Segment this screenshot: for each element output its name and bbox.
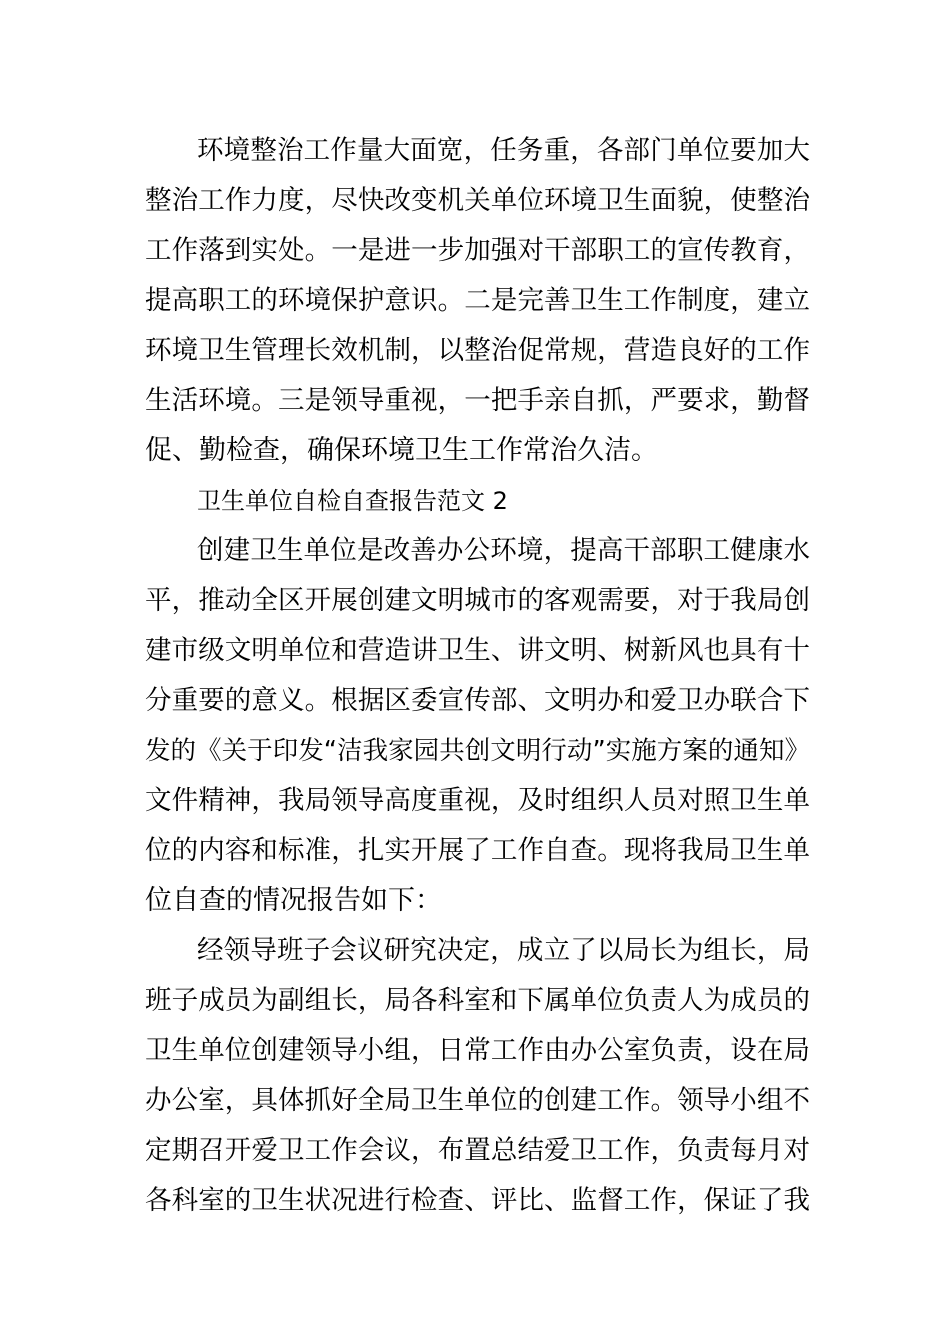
- paragraph-1-line-4: 提高职工的环境保护意识。二是完善卫生工作制度，建立: [145, 285, 810, 316]
- section-heading: 卫生单位自检自查报告范文 2: [197, 487, 508, 515]
- paragraph-3-line-3: 卫生单位创建领导小组，日常工作由办公室负责，设在局: [145, 1035, 810, 1066]
- paragraph-1-line-3: 工作落到实处。一是进一步加强对干部职工的宣传教育，: [145, 235, 810, 266]
- paragraph-2-line-6: 文件精神，我局领导高度重视，及时组织人员对照卫生单: [145, 785, 810, 816]
- paragraph-1-line-7: 促、勤检查，确保环境卫生工作常治久洁。: [145, 435, 658, 466]
- paragraph-2-line-7: 位的内容和标准，扎实开展了工作自查。现将我局卫生单: [145, 835, 810, 866]
- paragraph-2-line-8: 位自查的情况报告如下：: [145, 885, 442, 916]
- paragraph-2-line-4: 分重要的意义。根据区委宣传部、文明办和爱卫办联合下: [145, 685, 810, 716]
- paragraph-2-line-1: 创建卫生单位是改善办公环境，提高干部职工健康水: [197, 535, 810, 566]
- paragraph-3-line-5: 定期召开爱卫工作会议，布置总结爱卫工作，负责每月对: [145, 1135, 810, 1166]
- paragraph-2-line-5: 发的《关于印发“洁我家园共创文明行动”实施方案的通知》: [145, 736, 810, 766]
- paragraph-1-line-6: 生活环境。三是领导重视，一把手亲自抓，严要求，勤督: [145, 385, 810, 416]
- paragraph-3-line-4: 办公室，具体抓好全局卫生单位的创建工作。领导小组不: [145, 1085, 810, 1116]
- paragraph-3-line-2: 班子成员为副组长，局各科室和下属单位负责人为成员的: [145, 985, 810, 1016]
- paragraph-3-line-6: 各科室的卫生状况进行检查、评比、监督工作，保证了我: [145, 1185, 810, 1216]
- paragraph-1-line-1: 环境整治工作量大面宽，任务重，各部门单位要加大: [197, 135, 810, 166]
- paragraph-1-line-2: 整治工作力度，尽快改变机关单位环境卫生面貌，使整治: [145, 185, 810, 216]
- paragraph-3-line-1: 经领导班子会议研究决定，成立了以局长为组长，局: [197, 935, 810, 966]
- paragraph-1-line-5: 环境卫生管理长效机制，以整治促常规，营造良好的工作: [145, 335, 810, 366]
- paragraph-2-line-3: 建市级文明单位和营造讲卫生、讲文明、树新风也具有十: [145, 635, 810, 666]
- paragraph-2-line-2: 平，推动全区开展创建文明城市的客观需要，对于我局创: [145, 585, 810, 616]
